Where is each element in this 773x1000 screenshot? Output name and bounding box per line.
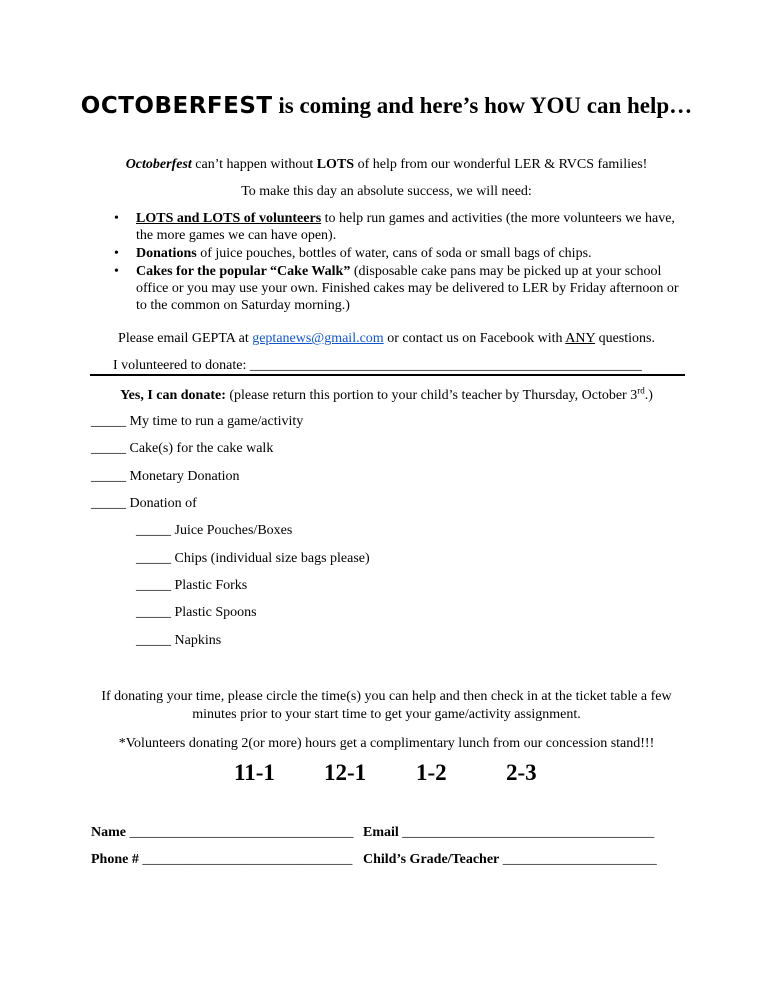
sub-option-napkins[interactable]: _____ Napkins xyxy=(136,633,222,648)
needs-list xyxy=(112,210,682,315)
phone-field[interactable] xyxy=(91,852,352,868)
needs-heading: To make this day an absolute success, we will need: xyxy=(241,184,532,199)
intro-text-end: of help from our wonderful LER & RVCS families! xyxy=(354,157,648,172)
lunch-note: *Volunteers donating 2(or more) hours get a complimentary lunch from our concession stand!!! xyxy=(118,736,655,751)
sub-option-spoons[interactable]: _____ Plastic Spoons xyxy=(136,605,257,620)
volunteer-donate-line[interactable]: I volunteered to donate: ________________________________________________________ xyxy=(113,358,642,373)
needs-item-text: of juice pouches, bottles of water, cans of soda or small bags of chips. xyxy=(196,246,592,261)
needs-item-text: (disposable cake pans may be picked up at your school office or you may use your own. Finished cakes may be delivered to LER by Friday afternoon or to the common on Saturday morning.) xyxy=(136,264,679,313)
intro-paragraph xyxy=(60,156,713,174)
email-link[interactable]: geptanews@gmail.com xyxy=(252,331,384,346)
needs-item-volunteers xyxy=(112,210,682,244)
time-slot-option[interactable]: 1-2 xyxy=(416,760,447,785)
contact-any: ANY xyxy=(565,331,596,346)
grade-teacher-field[interactable] xyxy=(363,852,657,868)
sub-option-forks[interactable]: _____ Plastic Forks xyxy=(136,578,248,593)
contact-text-mid: or contact us on Facebook with xyxy=(383,331,566,346)
time-slot-option[interactable]: 12-1 xyxy=(324,760,367,785)
needs-item-cakes xyxy=(112,263,682,314)
name-field[interactable] xyxy=(91,825,354,841)
option-donation-of[interactable]: _____ Donation of xyxy=(91,496,197,511)
option-cake[interactable]: _____ Cake(s) for the cake walk xyxy=(91,441,274,456)
time-slot-option[interactable]: 2-3 xyxy=(506,760,537,785)
intro-emphasis: LOTS xyxy=(316,157,355,172)
time-slot-option[interactable]: 11-1 xyxy=(234,760,275,785)
page-title xyxy=(80,90,693,122)
needs-item-title: LOTS and LOTS of volunteers xyxy=(136,211,322,226)
title-brand: OCTOBERFEST xyxy=(80,93,273,119)
donation-form-title: Yes, I can donate: xyxy=(120,388,226,403)
email-blank[interactable]: ____________________________________ xyxy=(398,825,655,840)
grade-teacher-label: Child’s Grade/Teacher xyxy=(363,852,500,867)
needs-item-donations xyxy=(112,245,682,262)
sub-option-chips[interactable]: _____ Chips (individual size bags please) xyxy=(136,551,370,566)
needs-item-title: Donations xyxy=(136,246,197,261)
intro-text: can’t happen without xyxy=(191,157,317,172)
name-blank[interactable]: ________________________________ xyxy=(126,825,354,840)
event-name: Octoberfest xyxy=(125,157,192,172)
needs-item-title: Cakes for the popular “Cake Walk” xyxy=(136,264,351,279)
contact-text: Please email GEPTA at xyxy=(118,331,253,346)
grade-teacher-blank[interactable]: ______________________ xyxy=(499,852,657,867)
donation-form-instruction: (please return this portion to your child’s teacher by Thursday, October 3 xyxy=(225,388,638,403)
option-monetary[interactable]: _____ Monetary Donation xyxy=(91,469,240,484)
phone-blank[interactable]: ______________________________ xyxy=(138,852,353,867)
email-label: Email xyxy=(363,825,399,840)
time-slots xyxy=(200,760,580,794)
option-time[interactable]: _____ My time to run a game/activity xyxy=(91,414,304,429)
cut-divider xyxy=(90,374,685,376)
date-suffix: rd xyxy=(637,385,645,396)
time-instructions: If donating your time, please circle the time(s) you can help and then check in at the ticket table a few minutes prior to your start time to get your game/activity assignment. xyxy=(101,689,672,722)
needs-item-text: to help run games and activities (the more volunteers we have, the more games we can have open). xyxy=(136,211,675,243)
contact-line xyxy=(60,330,713,348)
name-label: Name xyxy=(91,825,126,840)
donation-form-instruction-end: .) xyxy=(644,388,653,403)
sub-option-juice[interactable]: _____ Juice Pouches/Boxes xyxy=(136,523,293,538)
contact-text-end: questions. xyxy=(595,331,655,346)
email-field[interactable] xyxy=(363,825,654,841)
donation-form-heading xyxy=(60,387,713,405)
phone-label: Phone # xyxy=(91,852,139,867)
title-rest: is coming and here’s how YOU can help… xyxy=(272,93,693,118)
